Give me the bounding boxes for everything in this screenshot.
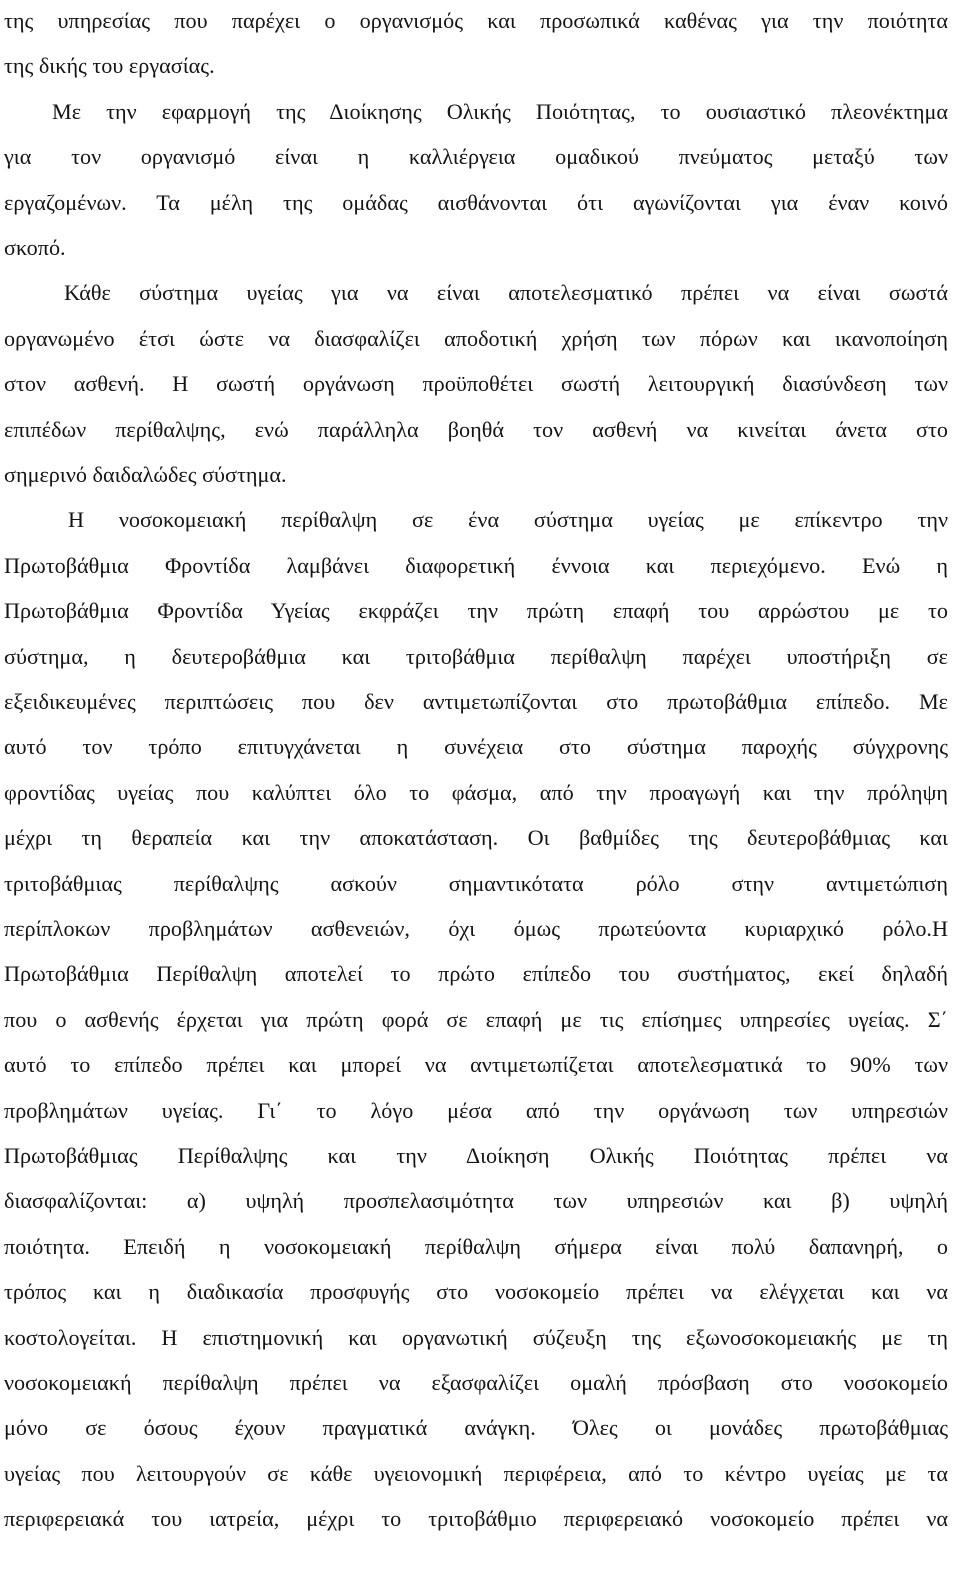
text-line: σκοπό. — [4, 235, 66, 260]
text-line: Η νοσοκομειακή περίθαλψη σε ένα σύστημα υγείας με επίκεντρο την — [68, 507, 948, 533]
text-line: επιπέδων περίθαλψης, ενώ παράλληλα βοηθά τον ασθενή να κινείται άνετα στο — [4, 416, 948, 442]
text-line: φροντίδας υγείας που καλύπτει όλο το φάσμα, από την προαγωγή και την πρόληψη — [4, 779, 948, 805]
text-line: κοστολογείται. Η επιστημονική και οργανωτική σύζευξη της εξωνοσοκομειακής με τη — [4, 1324, 948, 1350]
text-line: υγείας που λειτουργούν σε κάθε υγειονομική περιφέρεια, από το κέντρο υγείας με τα — [4, 1460, 948, 1486]
text-line: εξειδικευμένες περιπτώσεις που δεν αντιμετωπίζονται στο πρωτοβάθμια επίπεδο. Με — [4, 689, 948, 714]
text-line: για τον οργανισμό είναι η καλλιέργεια ομαδικού πνεύματος μεταξύ των — [4, 144, 948, 170]
text-line: Πρωτοβάθμια Φροντίδα Υγείας εκφράζει την πρώτη επαφή του αρρώστου με το — [4, 598, 948, 624]
text-line: περιφερειακά του ιατρεία, μέχρι το τριτοβάθμιο περιφερειακό νοσοκομείο πρέπει να — [4, 1506, 948, 1532]
text-line: αυτό τον τρόπο επιτυγχάνεται η συνέχεια στο σύστημα παροχής σύγχρονης — [4, 734, 948, 760]
text-line: οργανωμένο έτσι ώστε να διασφαλίζει αποδοτική χρήση των πόρων και ικανοποίηση — [4, 325, 948, 351]
text-line: της υπηρεσίας που παρέχει ο οργανισμός και προσωπικά καθένας για την ποιότητα — [4, 8, 948, 33]
text-line: της δικής του εργασίας. — [4, 53, 215, 79]
text-line: σημερινό δαιδαλώδες σύστημα. — [4, 462, 287, 487]
text-line: Πρωτοβάθμια Φροντίδα λαμβάνει διαφορετική έννοια και περιεχόμενο. Ενώ η — [4, 552, 948, 578]
text-line: στον ασθενή. Η σωστή οργάνωση προϋποθέτει σωστή λειτουργική διασύνδεση των — [4, 371, 948, 397]
text-line: μόνο σε όσους έχουν πραγματικά ανάγκη. Όλες οι μονάδες πρωτοβάθμιας — [4, 1415, 948, 1441]
text-line: Με την εφαρμογή της Διοίκησης Ολικής Ποιότητας, το ουσιαστικό πλεονέκτημα — [52, 98, 948, 124]
text-line: περίπλοκων προβλημάτων ασθενειών, όχι όμως πρωτεύοντα κυριαρχικό ρόλο.Η — [4, 916, 948, 941]
text-line: ποιότητα. Επειδή η νοσοκομειακή περίθαλψη σήμερα είναι πολύ δαπανηρή, ο — [4, 1233, 948, 1259]
text-line: νοσοκομειακή περίθαλψη πρέπει να εξασφαλίζει ομαλή πρόσβαση στο νοσοκομείο — [4, 1370, 948, 1395]
text-line: μέχρι τη θεραπεία και την αποκατάσταση. Οι βαθμίδες της δευτεροβάθμιας και — [4, 825, 948, 851]
text-line: Κάθε σύστημα υγείας για να είναι αποτελεσματικό πρέπει να είναι σωστά — [64, 280, 948, 306]
text-line: εργαζομένων. Τα μέλη της ομάδας αισθάνονται ότι αγωνίζονται για έναν κοινό — [4, 189, 948, 215]
text-line: τρόπος και η διαδικασία προσφυγής στο νοσοκομείο πρέπει να ελέγχεται και να — [4, 1279, 948, 1305]
text-line: Πρωτοβάθμια Περίθαλψη αποτελεί το πρώτο επίπεδο του συστήματος, εκεί δηλαδή — [4, 961, 948, 987]
text-line: διασφαλίζονται: α) υψηλή προσπελασιμότητα των υπηρεσιών και β) υψηλή — [4, 1188, 948, 1214]
text-line: αυτό το επίπεδο πρέπει και μπορεί να αντιμετωπίζεται αποτελεσματικά το 90% των — [4, 1052, 948, 1078]
text-line: Πρωτοβάθμιας Περίθαλψης και την Διοίκηση Ολικής Ποιότητας πρέπει να — [4, 1143, 948, 1168]
text-line: σύστημα, η δευτεροβάθμια και τριτοβάθμια περίθαλψη παρέχει υποστήριξη σε — [4, 643, 948, 669]
text-line: προβλημάτων υγείας. Γι΄ το λόγο μέσα από την οργάνωση των υπηρεσιών — [4, 1097, 948, 1123]
text-line: που ο ασθενής έρχεται για πρώτη φορά σε επαφή με τις επίσημες υπηρεσίες υγείας. Σ΄ — [4, 1006, 948, 1032]
text-line: τριτοβάθμιας περίθαλψης ασκούν σημαντικότατα ρόλο στην αντιμετώπιση — [4, 870, 948, 896]
